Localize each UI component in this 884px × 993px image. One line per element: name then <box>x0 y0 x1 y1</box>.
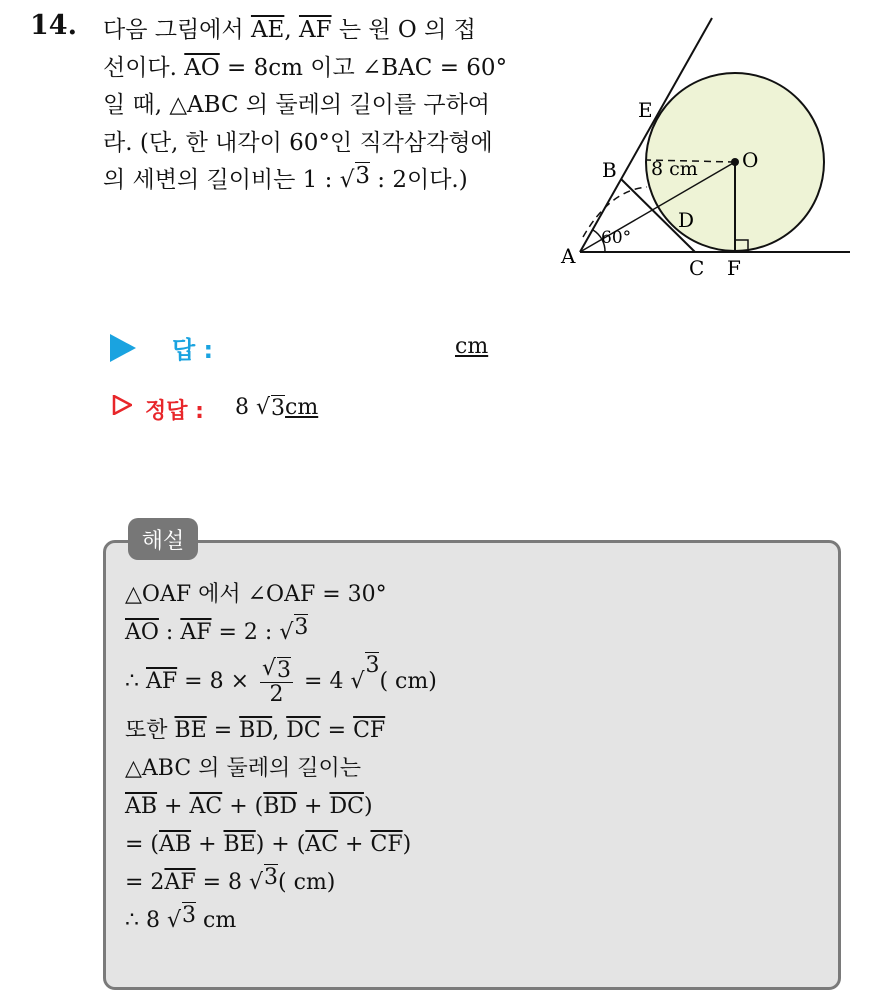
q-text-6: 일 때, △ABC 의 둘레의 길이를 구하여 <box>103 92 491 118</box>
q-text-8: 의 세변의 길이비는 1 : <box>103 167 340 193</box>
solution-line-5: △ABC 의 둘레의 길이는 <box>125 756 361 781</box>
answer-unit: cm <box>455 334 489 359</box>
label-b: B <box>602 158 617 182</box>
label-angle: 60° <box>601 228 632 248</box>
solution-line-7: = $(\overline{AB} + \overline{BE}) + (\overline{AC} + \overline{CF})$ <box>125 832 412 857</box>
sqrt-expression: √ 3 <box>339 163 370 193</box>
geometry-figure <box>555 15 855 285</box>
q-text-9: : 2이다.) <box>369 167 468 193</box>
label-a: A <box>561 244 576 268</box>
solution-line-4: 또한 $\overline{BE} = \overline{BD}$, $\overline{DC} = \overline{CF}$ <box>125 718 386 743</box>
label-c: C <box>689 256 705 280</box>
center-point <box>731 158 739 166</box>
label-f: F <box>727 256 741 280</box>
correct-arrow-icon <box>112 395 132 415</box>
correct-value: 8 √ 3 cm <box>235 395 319 421</box>
q-text-1: 다음 그림에서 <box>103 17 251 43</box>
answer-label: 답 : <box>172 336 214 364</box>
solution-line-6: $\overline{AB} + \overline{AC} + (\overline{BD} + \overline{DC})$ <box>125 794 373 819</box>
segment-af: $\overline{AF}$ <box>298 17 332 43</box>
solution-line-3: ∴ $\overline{AF} = 8$ × √ 3 2 = 4 √ 3 ( cm) <box>125 653 437 707</box>
segment-ae: $\overline{AE}$ <box>250 17 285 43</box>
label-e: E <box>638 98 653 122</box>
segment-ao: $\overline{AO}$ <box>184 54 220 81</box>
solution-line-9: ∴ 8 √ 3 cm <box>125 903 237 933</box>
label-length: 8 cm <box>651 158 698 180</box>
correct-label: 정답 : <box>145 399 204 424</box>
solution-line-8: = $2\overline{AF} = 8$ √ 3 ( cm) <box>125 865 336 895</box>
solution-content <box>125 576 437 940</box>
solution-tag: 해설 <box>128 518 198 560</box>
question-number: 14. <box>30 10 77 41</box>
q-text-4: 선이다. <box>103 54 185 81</box>
solution-line-1: △OAF 에서 ∠OAF = 30° <box>125 582 387 607</box>
question-text <box>103 12 543 200</box>
solution-line-2: $\overline{AO}$ : $\overline{AF} = 2$ : √ 3 <box>125 615 309 645</box>
q-text-3: 는 원 O 의 접 <box>331 17 476 43</box>
answer-arrow-icon <box>110 334 136 362</box>
q-text-5: = 8cm 이고 ∠BAC = 60° <box>219 54 508 81</box>
q-text-2: , <box>284 17 299 43</box>
q-text-7: 라. (단, 한 내각이 60°인 직각삼각형에 <box>103 129 493 156</box>
label-d: D <box>678 208 695 232</box>
label-o: O <box>742 148 759 172</box>
